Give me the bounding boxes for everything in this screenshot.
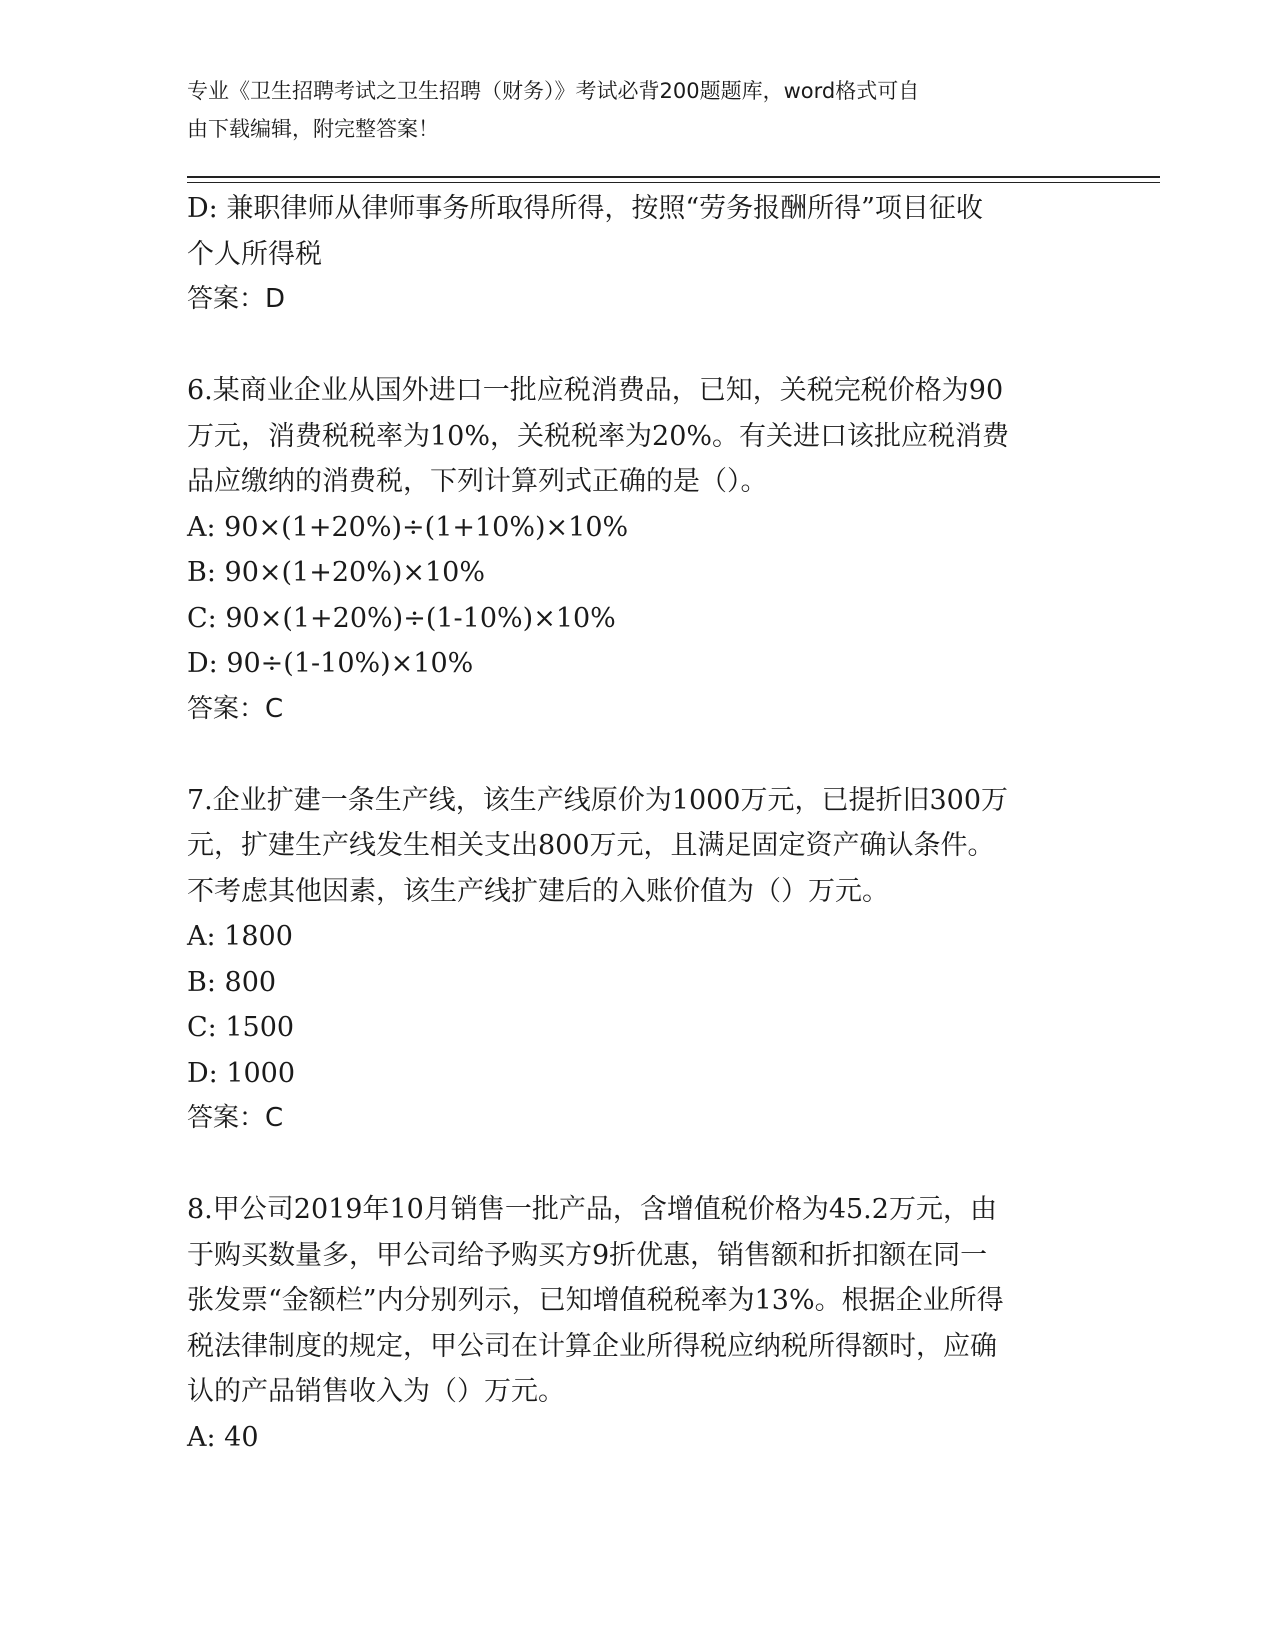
option-a: A: 40 <box>187 1421 259 1453</box>
header-line-1: 专业《卫生招聘考试之卫生招聘（财务）》考试必背200题题库，word格式可自 <box>187 79 920 103</box>
header-line-2: 由下载编辑，附完整答案！ <box>187 117 439 141</box>
question-stem: 万元，消费税税率为10%，关税税率为20%。有关进口该批应税消费 <box>187 420 1010 452</box>
question-stem: 张发票“金额栏”内分别列示，已知增值税税率为13%。根据企业所得 <box>187 1285 1004 1316</box>
answer: 答案：C <box>187 693 284 724</box>
question-stem: 7.企业扩建一条生产线，该生产线原价为1000万元，已提折旧300万 <box>187 784 1009 816</box>
question-stem: 不考虑其他因素，该生产线扩建后的入账价值为（）万元。 <box>187 875 889 907</box>
prev-question <box>187 186 1087 323</box>
question-stem: 税法律制度的规定，甲公司在计算企业所得税应纳税所得额时，应确 <box>187 1330 997 1362</box>
option-a: A: 1800 <box>187 921 293 952</box>
option-b: B: 800 <box>187 966 277 998</box>
question-stem: 品应缴纳的消费税，下列计算列式正确的是（）。 <box>187 466 768 497</box>
option-d-continued: 个人所得税 <box>187 238 322 270</box>
option-c: C: 1500 <box>187 1012 295 1043</box>
question-stem: 元，扩建生产线发生相关支出800万元，且满足固定资产确认条件。 <box>187 830 995 861</box>
question-8 <box>187 1187 1087 1460</box>
document-body <box>187 186 1087 1460</box>
document-header <box>187 72 1067 148</box>
question-stem: 6.某商业企业从国外进口一批应税消费品，已知，关税完税价格为90 <box>187 375 1004 406</box>
option-d: D: 兼职律师从律师事务所取得所得，按照“劳务报酬所得”项目征收 <box>187 193 983 224</box>
option-b: B: 90×(1+20%)×10% <box>187 557 486 588</box>
header-rule-thick <box>187 176 1160 178</box>
answer: 答案：D <box>187 284 286 314</box>
answer: 答案：C <box>187 1103 284 1133</box>
question-7 <box>187 778 1087 1142</box>
option-c: C: 90×(1+20%)÷(1-10%)×10% <box>187 602 616 634</box>
option-d: D: 1000 <box>187 1057 296 1089</box>
option-d: D: 90÷(1-10%)×10% <box>187 648 474 679</box>
option-a: A: 90×(1+20%)÷(1+10%)×10% <box>187 511 629 543</box>
question-6 <box>187 368 1087 732</box>
header-rule-thin <box>187 182 1160 183</box>
question-stem: 8.甲公司2019年10月销售一批产品，含增值税价格为45.2万元，由 <box>187 1194 997 1225</box>
question-stem: 认的产品销售收入为（）万元。 <box>187 1376 565 1407</box>
question-stem: 于购买数量多，甲公司给予购买方9折优惠，销售额和折扣额在同一 <box>187 1239 988 1271</box>
